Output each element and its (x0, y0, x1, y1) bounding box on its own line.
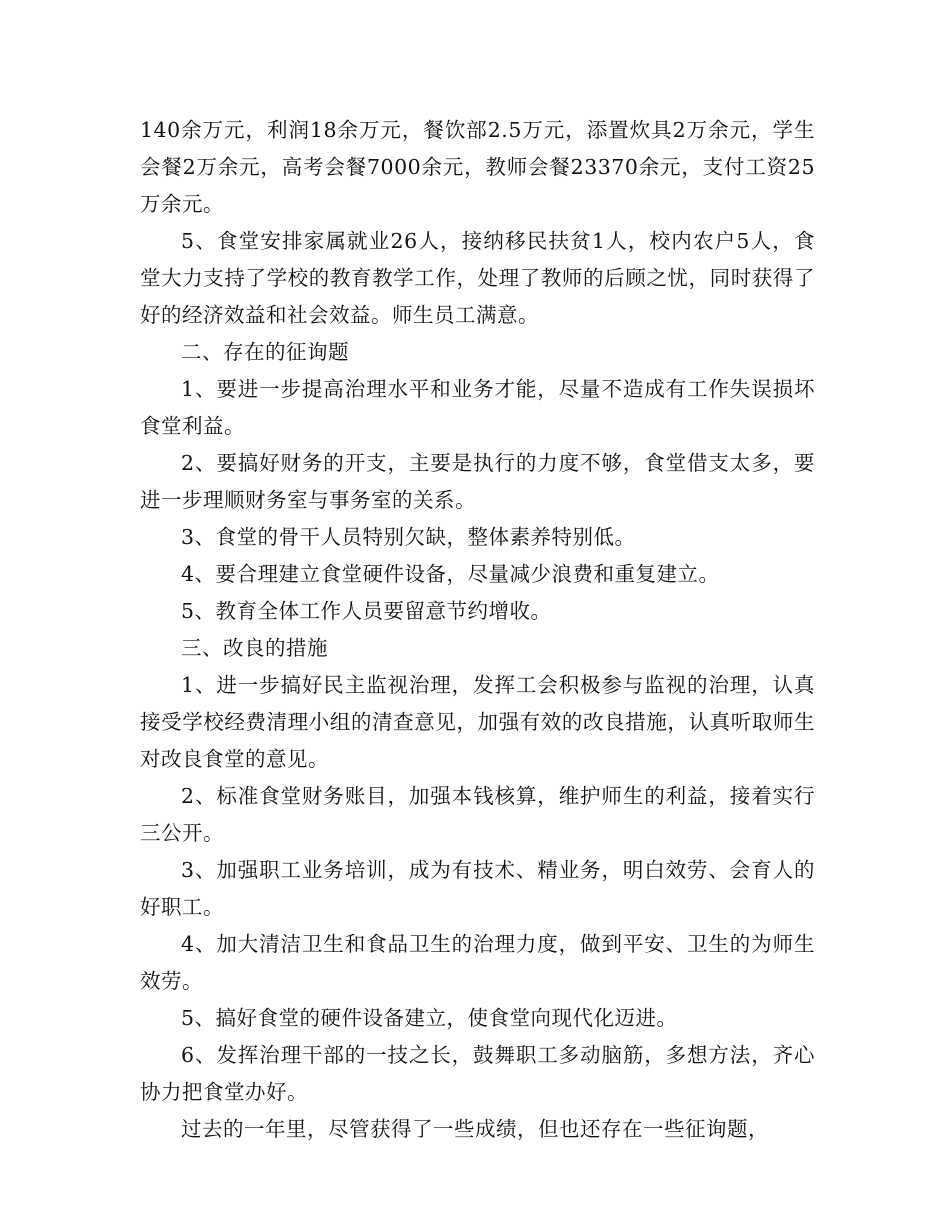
paragraph-measure-6: 6、发挥治理干部的一技之长，鼓舞职工多动脑筋，多想方法，齐心协力把食堂办好。 (140, 1043, 815, 1104)
paragraph-measure-4: 4、加大清洁卫生和食品卫生的治理力度，做到平安、卫生的为师生效劳。 (140, 932, 815, 993)
section-heading-measures: 三、改良的措施 (181, 636, 328, 660)
paragraph-problem-2: 2、要搞好财务的开支，主要是执行的力度不够，食堂借支太多，要进一步理顺财务室与事务室的关系。 (140, 451, 815, 512)
document-body (140, 112, 815, 1148)
paragraph-measure-2: 2、标准食堂财务账目，加强本钱核算，维护师生的利益，接着实行三公开。 (140, 784, 815, 845)
paragraph-problem-4: 4、要合理建立食堂硬件设备，尽量减少浪费和重复建立。 (181, 562, 720, 586)
paragraph-1: 140余万元，利润18余万元，餐饮部2.5万元，添置炊具2万余元，学生会餐2万余元，高考会餐7000余元，教师会餐23370余元，支付工资25万余元。 (140, 118, 815, 216)
section-heading-problems: 二、存在的征询题 (181, 340, 349, 364)
paragraph-measure-3: 3、加强职工业务培训，成为有技术、精业务，明白效劳、会育人的好职工。 (140, 858, 815, 919)
paragraph-problem-3: 3、食堂的骨干人员特别欠缺，整体素养特别低。 (181, 525, 636, 549)
paragraph-2: 5、食堂安排家属就业26人，接纳移民扶贫1人，校内农户5人，食堂大力支持了学校的教育教学工作，处理了教师的后顾之忧，同时获得了好的经济效益和社会效益。师生员工满意。 (140, 229, 815, 327)
paragraph-measure-1: 1、进一步搞好民主监视治理，发挥工会积极参与监视的治理，认真接受学校经费清理小组的清查意见，加强有效的改良措施，认真听取师生对改良食堂的意见。 (140, 673, 815, 771)
paragraph-conclusion: 过去的一年里，尽管获得了一些成绩，但也还存在一些征询题， (181, 1117, 769, 1141)
paragraph-measure-5: 5、搞好食堂的硬件设备建立，使食堂向现代化迈进。 (181, 1006, 678, 1030)
paragraph-problem-5: 5、教育全体工作人员要留意节约增收。 (181, 599, 552, 623)
paragraph-problem-1: 1、要进一步提高治理水平和业务才能，尽量不造成有工作失误损坏食堂利益。 (140, 377, 815, 438)
